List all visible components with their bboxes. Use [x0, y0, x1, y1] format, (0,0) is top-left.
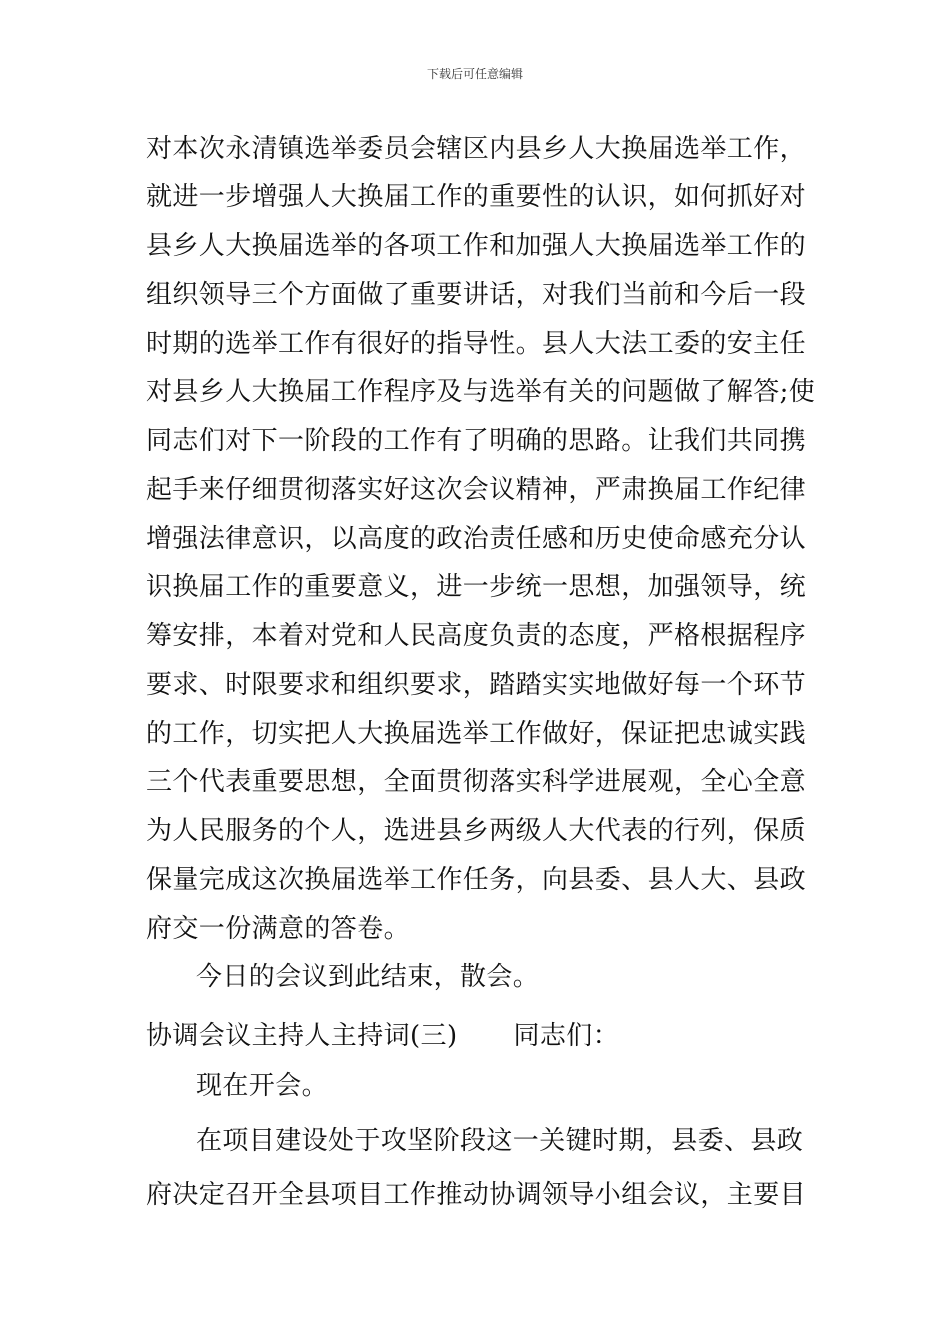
- paragraph-line: 府交一份满意的答卷。: [146, 914, 411, 944]
- paragraph-line: 识换届工作的重要意义，进一步统一思想，加强领导，统: [146, 572, 807, 602]
- paragraph-line: 的工作，切实把人大换届选举工作做好，保证把忠诚实践: [146, 719, 807, 749]
- opening-line: 现在开会。: [196, 1071, 329, 1101]
- paragraph-line: 起手来仔细贯彻落实好这次会议精神，严肃换届工作纪律: [146, 475, 807, 505]
- section-heading-line: [146, 1021, 816, 1051]
- paragraph-line: 就进一步增强人大换届工作的重要性的认识，如何抓好对: [146, 182, 807, 212]
- paragraph-line: 为人民服务的个人，选进县乡两级人大代表的行列，保质: [146, 816, 807, 846]
- paragraph-line: 组织领导三个方面做了重要讲话，对我们当前和今后一段: [146, 280, 807, 310]
- header-note: 下载后可任意编辑: [426, 67, 523, 81]
- paragraph-line: 对本次永清镇选举委员会辖区内县乡人大换届选举工作，: [146, 134, 807, 164]
- paragraph-line: 筹安排，本着对党和人民高度负责的态度，严格根据程序: [146, 621, 807, 651]
- salutation: 同志们：: [513, 1021, 620, 1051]
- paragraph-line: 对县乡人大换届工作程序及与选举有关的问题做了解答;使: [146, 377, 816, 407]
- paragraph-line: 县乡人大换届选举的各项工作和加强人大换届选举工作的: [146, 231, 807, 261]
- closing-line: 今日的会议到此结束，散会。: [196, 962, 540, 992]
- paragraph-line: 同志们对下一阶段的工作有了明确的思路。让我们共同携: [146, 426, 807, 456]
- paragraph-line: 保量完成这次换届选举工作任务，向县委、县人大、县政: [146, 865, 807, 895]
- paragraph-line: 要求、时限要求和组织要求，踏踏实实地做好每一个环节: [146, 670, 807, 700]
- paragraph-line: 三个代表重要思想，全面贯彻落实科学进展观，全心全意: [146, 767, 807, 797]
- section-heading: 协调会议主持人主持词(三): [146, 1021, 458, 1051]
- paragraph-line: 增强法律意识，以高度的政治责任感和历史使命感充分认: [146, 524, 807, 554]
- paragraph-line: 时期的选举工作有很好的指导性。县人大法工委的安主任: [146, 329, 807, 359]
- paragraph-line: 府决定召开全县项目工作推动协调领导小组会议，主要目: [146, 1180, 807, 1210]
- paragraph-line: 在项目建设处于攻坚阶段这一关键时期，县委、县政: [196, 1126, 804, 1156]
